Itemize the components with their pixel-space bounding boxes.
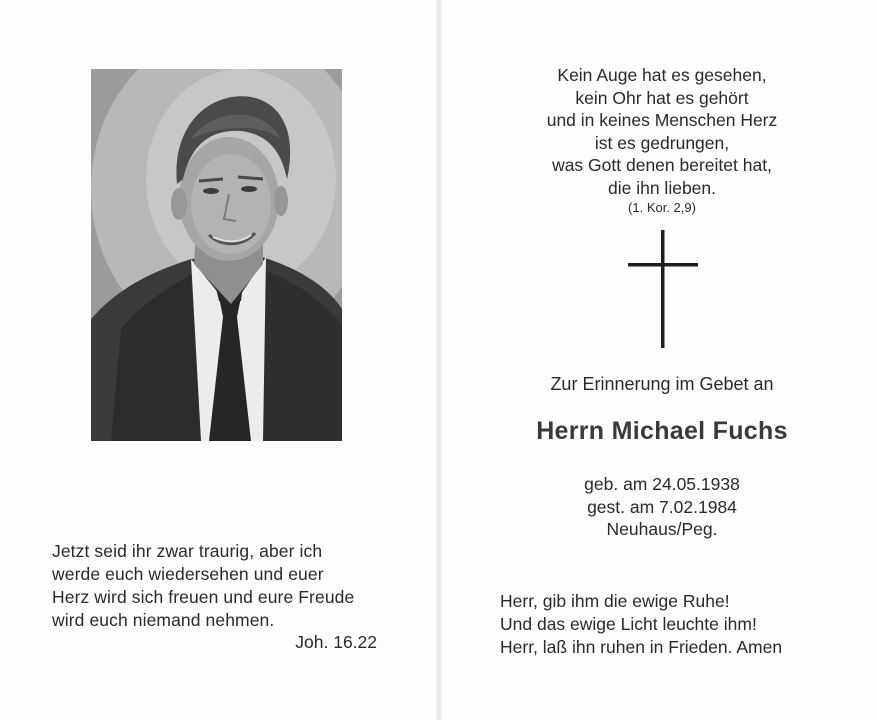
deceased-name: Herrn Michael Fuchs: [536, 417, 788, 445]
verse-reference: (1. Kor. 2,9): [628, 200, 696, 215]
left-verse-line: Herz wird sich freuen und eure Freude: [52, 587, 355, 607]
portrait-illustration: [91, 69, 342, 441]
right-page: [442, 0, 877, 720]
left-verse-line: Jetzt seid ihr zwar traurig, aber ich: [52, 541, 323, 561]
place: Neuhaus/Peg.: [606, 519, 718, 539]
verse-line: Kein Auge hat es gesehen,: [557, 65, 767, 85]
prayer-line: Herr, laß ihn ruhen in Frieden. Amen: [500, 637, 783, 657]
left-verse-reference: Joh. 16.22: [295, 632, 377, 652]
verse-line: was Gott denen bereitet hat,: [552, 155, 772, 175]
left-page: [0, 0, 436, 720]
left-verse-line: wird euch niemand nehmen.: [52, 610, 275, 630]
life-dates: [502, 473, 822, 541]
prayer: [500, 590, 840, 659]
verse-line: und in keines Menschen Herz: [546, 110, 778, 130]
prayer-line: Und das ewige Licht leuchte ihm!: [500, 614, 757, 634]
portrait-photo: [91, 69, 342, 441]
verse-line: kein Ohr hat es gehört: [575, 87, 749, 108]
death-date: gest. am 7.02.1984: [587, 496, 737, 517]
verse-line: die ihn lieben.: [608, 177, 716, 198]
cross-icon: [628, 230, 698, 348]
memory-line: Zur Erinnerung im Gebet an: [550, 374, 774, 394]
left-verse: [52, 540, 382, 632]
verse-line: ist es gedrungen,: [594, 132, 730, 153]
left-verse-line: werde euch wiedersehen und euer: [52, 564, 324, 584]
birth-date: geb. am 24.05.1938: [584, 474, 740, 494]
bible-verse: [502, 64, 822, 199]
prayer-line: Herr, gib ihm die ewige Ruhe!: [500, 591, 730, 611]
